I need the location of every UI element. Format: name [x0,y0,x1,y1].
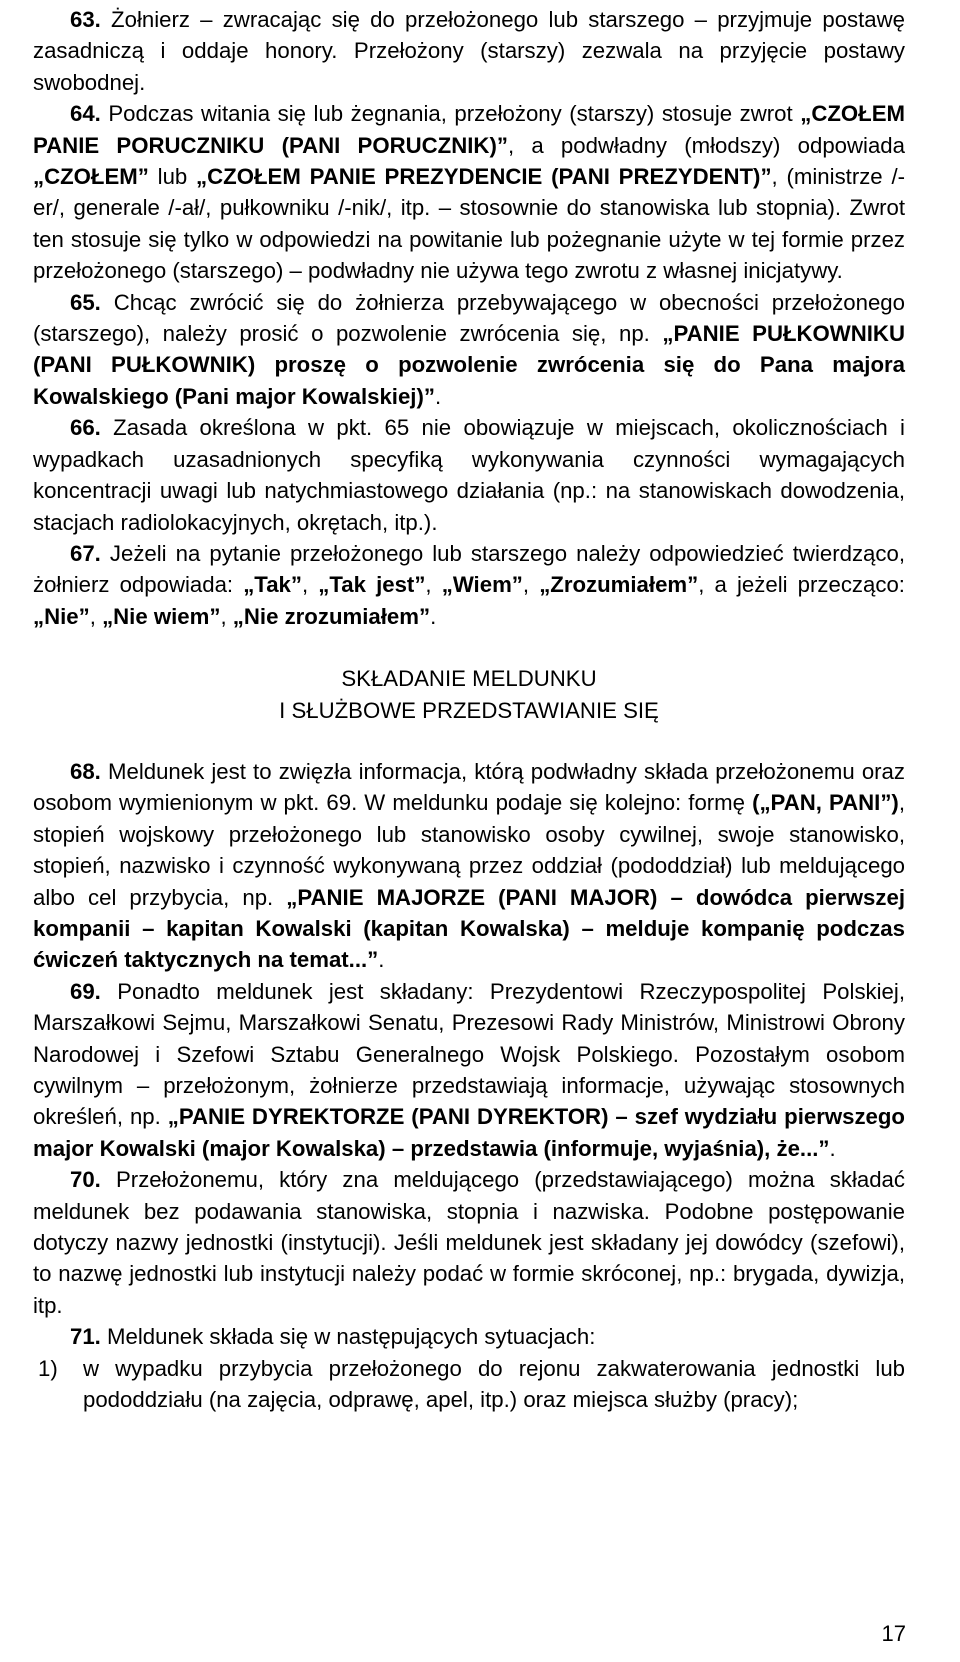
bold-phrase: „PANIE MAJORZE (PANI MAJOR) – dowódca pierwszej kompanii – kapitan Kowalski (kapitan Kowalska) – melduje kompanię podczas ćwiczeń taktycznych na temat...” [33,884,905,973]
paragraph-number: 68. [70,758,101,784]
paragraph-text: . [430,603,437,629]
section-heading [33,663,905,726]
paragraph-text: , (ministrze /-er/, generale /-ał/, pułkowniku /-nik/, itp. – stosownie do stanowiska lub stopnia). Zwrot ten stosuje się tylko w odpowiedzi na powitanie lub pożegnanie użyte w tej formie przez przełożonego (starszego) – podwładny nie używa tego zwrotu z własnej inicjatywy. [33,164,905,284]
paragraph-text: Jeżeli na pytanie przełożonego lub starszego należy odpowiedzieć twierdząco, żołnierz odpowiada: [33,540,905,598]
paragraph-text: , a jeżeli przecząco: [698,572,905,598]
paragraph-68 [33,756,905,976]
bold-phrase: „Nie” [33,603,90,629]
paragraph-67 [33,538,905,632]
paragraph-66 [33,412,905,538]
paragraph-number: 63. [70,7,101,32]
paragraph-69 [33,976,905,1164]
paragraph-text: Przełożonemu, który zna meldującego (przedstawiającego) można składać meldunek bez podawania stanowiska, stopnia i nazwiska. Podobne postępowanie dotyczy nazwy jednostki (instytucji). Jeśli meldunek jest składany jej dowódcy (szefowi), to nazwę jednostki lub instytucji należy podać w formie skróconej, np.: brygada, dywizja, itp. [33,1167,905,1318]
bold-phrase: „PANIE DYREKTORZE (PANI DYREKTOR) – szef wydziału pierwszego major Kowalski (major Kowalska) – przedstawia (informuje, wyjaśnia), że...” [33,1104,905,1161]
paragraph-number: 64. [70,101,101,127]
paragraph-65 [33,287,905,413]
bold-phrase: („PAN, PANI”) [752,790,899,816]
paragraph-71 [33,1321,905,1352]
paragraph-text: Meldunek składa się w następujących sytuacjach: [100,1324,596,1350]
page-number: 17 [881,1621,906,1646]
list-item-number: 1) [38,1355,58,1381]
paragraph-text: Chcąc zwrócić się do żołnierza przebywającego w obecności przełożonego (starszego), należy prosić o pozwolenie zwrócenia się, np. [33,289,905,347]
bold-phrase: „PANIE PUŁKOWNIKU (PANI PUŁKOWNIK) proszę o pozwolenie zwrócenia się do Pana majora Kowalskiego (Pani major Kowalskiej)” [33,321,905,409]
paragraph-text: , [425,572,442,598]
paragraph-63 [33,4,905,98]
paragraph-number: 65. [70,289,101,315]
paragraph-number: 70. [70,1167,101,1193]
bold-phrase: „Wiem” [441,572,523,598]
paragraph-text: . [434,383,442,409]
bold-phrase: „CZOŁEM PANIE PREZYDENCIE (PANI PREZYDENT)” [196,164,772,190]
paragraph-text: , stopień wojskowy przełożonego lub stanowisko osoby cywilnej, swoje stanowisko, stopień, nazwisko i czynność wykonywaną przez oddział (pododdział) lub meldującego albo cel przybycia, np. [33,790,905,910]
paragraph-text: Podczas witania się lub żegnania, przełożony (starszy) stosuje zwrot [100,101,801,127]
paragraph-text: . [378,947,385,973]
paragraph-text: . [829,1135,836,1161]
paragraph-number: 66. [70,415,101,441]
paragraph-64 [33,98,905,286]
paragraph-text: Ponadto meldunek jest składany: Prezydentowi Rzeczypospolitej Polskiej, Marszałkowi Sejmu, Marszałkowi Senatu, Prezesowi Rady Ministrów, Ministrowi Obrony Narodowej i Szefowi Sztabu Generalnego Wojsk Polskiego. Pozostałym osobom cywilnym – przełożonym, żołnierze przedstawiają informacje, używając stosownych określeń, np. [33,978,905,1130]
bold-phrase: „Tak jest” [318,572,426,598]
paragraph-text: , [301,572,319,598]
list-item-text: w wypadku przybycia przełożonego do rejonu zakwaterowania jednostki lub pododdziału (na zajęcia, odprawę, apel, itp.) oraz miejsca służby (pracy); [83,1355,905,1413]
section-heading-line-1: SKŁADANIE MELDUNKU [341,666,597,692]
list-item [33,1353,905,1416]
paragraph-number: 71. [70,1324,101,1350]
paragraph-number: 69. [70,978,101,1004]
paragraph-text: Meldunek jest to zwięzła informacja, którą podwładny składa przełożonemu oraz osobom wymienionym w pkt. 69. W meldunku podaje się kolejno: formę [33,758,905,816]
bold-phrase: „Nie zrozumiałem” [232,603,431,629]
bold-phrase: „Tak” [243,572,302,598]
paragraph-text: , [522,572,540,598]
paragraph-text: , [220,603,233,629]
paragraph-70 [33,1164,905,1321]
bold-phrase: „Nie wiem” [102,603,221,629]
section-heading-line-2: I SŁUŻBOWE PRZEDSTAWIANIE SIĘ [279,697,659,723]
paragraph-number: 67. [70,540,101,566]
paragraph-text: , [89,603,103,629]
paragraph-text: lub [148,164,197,190]
bold-phrase: „CZOŁEM PANIE PORUCZNIKU (PANI PORUCZNIK)” [33,101,905,158]
paragraph-text: , a podwładny (młodszy) odpowiada [507,132,905,158]
paragraph-text: Zasada określona w pkt. 65 nie obowiązuje w miejscach, okolicznościach i wypadkach uzasadnionych specyfiką wykonywania czynności wymagających koncentracji uwagi lub natychmiastowego działania (np.: na stanowiskach dowodzenia, stacjach radiolokacyjnych, okrętach, itp.). [33,415,905,535]
bold-phrase: „Zrozumiałem” [539,572,699,598]
bold-phrase: „CZOŁEM” [33,164,149,190]
document-page [33,0,905,1415]
paragraph-text: Żołnierz – zwracając się do przełożonego lub starszego – przyjmuje postawę zasadniczą i oddaje honory. Przełożony (starszy) zezwala na przyjęcie postawy swobodnej. [33,7,905,95]
